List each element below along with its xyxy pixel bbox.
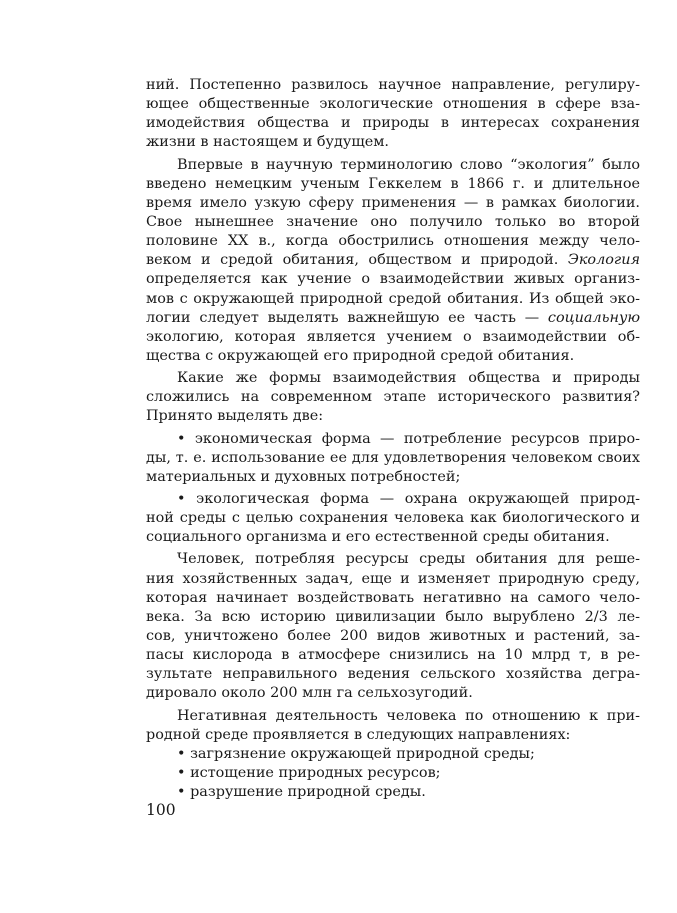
text-line: • экономическая форма — потребление ресурсов приро- bbox=[177, 430, 640, 447]
text-line: экологию, которая является учением о взаимодействии об- bbox=[146, 328, 640, 345]
text-line: веком и средой обитания, обществом и природой. Экология bbox=[146, 252, 640, 269]
text-line: ния хозяйственных задач, еще и изменяет природную среду, bbox=[146, 570, 640, 587]
text-line: время имело узкую сферу применения — в рамках биологии. bbox=[146, 194, 640, 211]
paragraph bbox=[146, 76, 640, 153]
text-line: Человек, потребляя ресурсы среды обитания для реше- bbox=[177, 551, 640, 568]
text-line: Свое нынешнее значение оно получило только во второй bbox=[146, 213, 640, 230]
text-line: которая начинает воздействовать негативно на самого чело- bbox=[146, 589, 640, 606]
paragraph bbox=[146, 369, 640, 426]
text-line: • разрушение природной среды. bbox=[177, 784, 426, 801]
text-line: имодействия общества и природы в интересах сохранения bbox=[146, 115, 640, 132]
paragraph bbox=[146, 707, 640, 803]
text-line: ды, т. е. использование ее для удовлетворения человеком своих bbox=[146, 449, 640, 466]
text-line: века. За всю историю цивилизации было вырублено 2/3 ле- bbox=[146, 608, 640, 625]
text-line: Какие же формы взаимодействия общества и природы bbox=[177, 370, 640, 387]
text-line: ющее общественные экологические отношения в сфере вза- bbox=[146, 96, 640, 113]
text-line: определяется как учение о взаимодействии живых организ- bbox=[146, 271, 640, 288]
text-line: ной среды с целью сохранения человека как биологического и bbox=[146, 510, 640, 527]
page-number: 100 bbox=[146, 801, 176, 819]
text-line: Принято выделять две: bbox=[146, 408, 324, 425]
paragraph bbox=[146, 156, 640, 367]
text-line: социального организма и его естественной среды обитания. bbox=[146, 529, 610, 546]
text-line: • экологическая форма — охрана окружающей природ- bbox=[177, 490, 640, 507]
text-line: пасы кислорода в атмосфере снизились на 10 млрд т, в ре- bbox=[146, 647, 640, 664]
text-line: Впервые в научную терминологию слово “экология” было bbox=[177, 156, 640, 173]
text-line: • истощение природных ресурсов; bbox=[177, 764, 441, 781]
text-line: введено немецким ученым Геккелем в 1866 г. и длительное bbox=[146, 175, 640, 192]
text-line: жизни в настоящем и будущем. bbox=[146, 134, 389, 151]
paragraph bbox=[146, 430, 640, 487]
text-line: зультате неправильного ведения сельского хозяйства дегра- bbox=[146, 666, 640, 683]
page-body bbox=[146, 76, 640, 802]
text-line: сов, уничтожено более 200 видов животных и растений, за- bbox=[146, 627, 640, 644]
text-line: Негативная деятельность человека по отношению к при- bbox=[177, 707, 640, 724]
text-line: ний. Постепенно развилось научное направление, регулиру- bbox=[146, 77, 640, 93]
text-line: родной среде проявляется в следующих направлениях: bbox=[146, 726, 571, 743]
text-line: логии следует выделять важнейшую ее часть — социальную bbox=[146, 309, 640, 326]
paragraph bbox=[146, 490, 640, 547]
text-line: мов с окружающей природной средой обитания. Из общей эко- bbox=[146, 290, 640, 307]
text-line: материальных и духовных потребностей; bbox=[146, 468, 461, 485]
text-line: сложились на современном этапе исторического развития? bbox=[146, 389, 640, 406]
text-line: дировало около 200 млн га сельхозугодий. bbox=[146, 685, 473, 702]
paragraph bbox=[146, 550, 640, 703]
text-line: • загрязнение окружающей природной среды; bbox=[177, 745, 535, 762]
text-line: половине XX в., когда обострились отношения между чело- bbox=[146, 233, 640, 250]
text-line: щества с окружающей его природной средой обитания. bbox=[146, 347, 575, 364]
